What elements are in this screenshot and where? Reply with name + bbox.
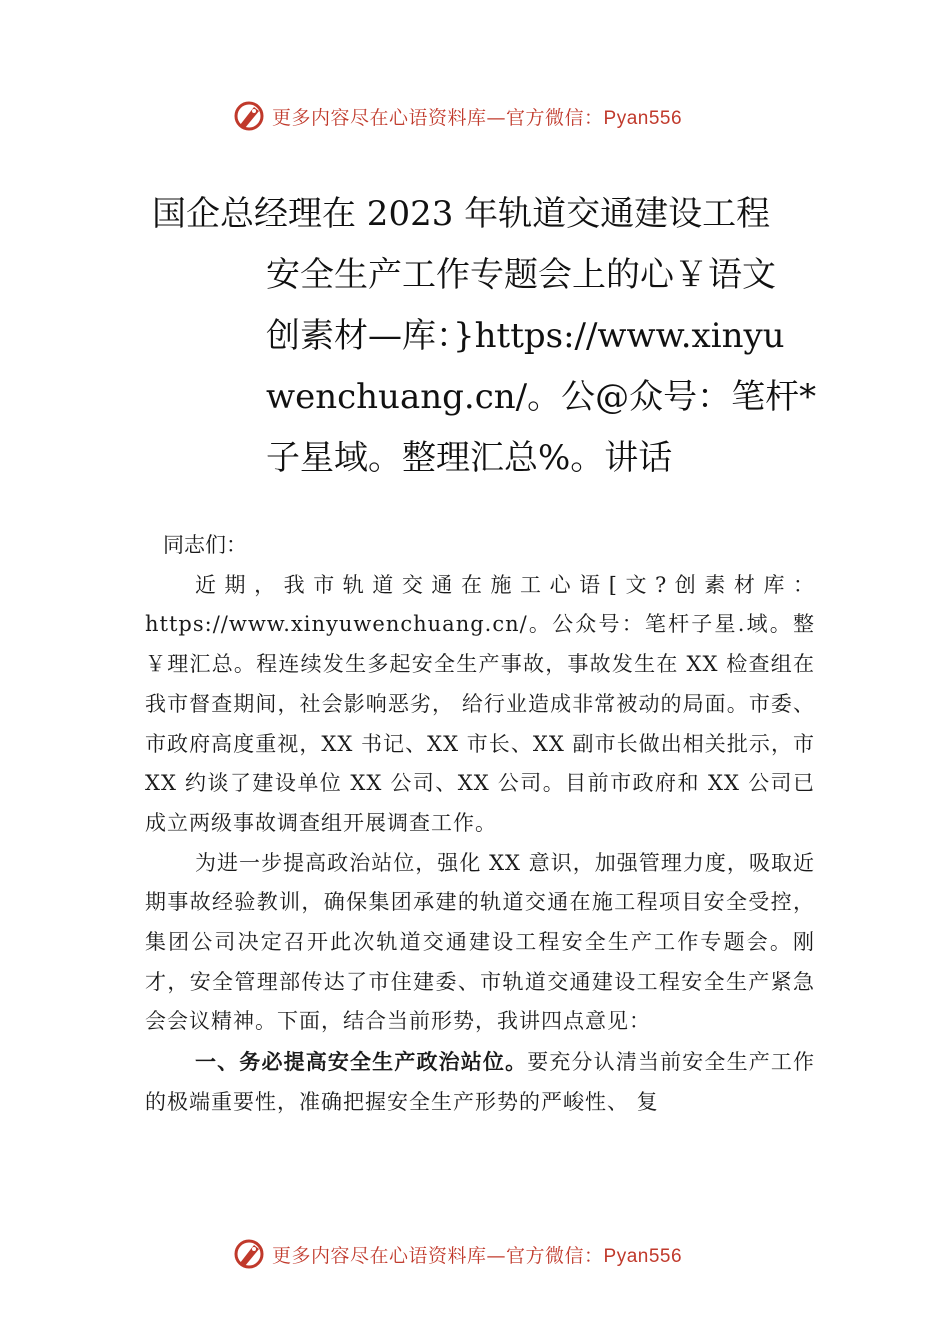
- paragraph-1: 近期，我市轨道交通在施工心语[文?创素材库：https://www.xinyuwenchuang.cn/。公众号：笔杆子星.域。整￥理汇总。程连续发生多起安全生产事故，事故发生在 XX 检查组在我市督查期间，社会影响恶劣， 给行业造成非常被动的局面。市委、市政府高度重视，XX 书记、XX 市长、XX 副市长做出相关批示，市 XX 约谈了建设单位 XX 公司、XX 公司。目前市政府和 XX 公司已成立两级事故调查组开展调查工作。: [145, 572, 815, 835]
- header-banner: [232, 96, 682, 136]
- document-title: [152, 184, 817, 489]
- banner-wechat-id: Pyan556: [603, 107, 683, 129]
- title-line-5: 子星域。整理汇总%。讲话: [266, 438, 673, 478]
- title-line-4: wenchuang.cn/。公@众号：笔杆*: [266, 377, 817, 417]
- banner-site-text: 更多内容尽在心语资料库: [272, 106, 487, 129]
- footer-wechat-id: Pyan556: [603, 1245, 683, 1267]
- paragraph-3-text: 要充分认清当前安全生产工作的极端重要性，准确把握安全生产形势的严峻性、 复: [145, 1050, 816, 1114]
- document-body: [145, 526, 815, 1123]
- footer-dash: —: [486, 1244, 507, 1267]
- pen-nib-circle-icon: [232, 99, 266, 133]
- footer-banner-text: [272, 1241, 682, 1268]
- footer-official-label: 官方微信：: [506, 1244, 604, 1267]
- title-line-1: 国企总经理在 2023 年轨道交通建设工程: [152, 194, 771, 234]
- footer-site-text: 更多内容尽在心语资料库: [272, 1244, 487, 1267]
- title-line-3: 创素材—库：}https://www.xinyu: [266, 316, 785, 356]
- banner-official-label: 官方微信：: [506, 106, 604, 129]
- banner-text: [272, 103, 682, 130]
- footer-banner: [232, 1234, 682, 1274]
- title-line-2: 安全生产工作专题会上的心￥语文: [266, 255, 776, 295]
- banner-dash: —: [486, 106, 507, 129]
- pen-nib-circle-icon: [232, 1237, 266, 1271]
- paragraph-2: 为进一步提高政治站位，强化 XX 意识，加强管理力度，吸取近期事故经验教训，确保集团承建的轨道交通在施工程项目安全受控，集团公司决定召开此次轨道交通建设工程安全生产工作专题会。刚才，安全管理部传达了市住建委、市轨道交通建设工程安全生产紧急会会议精神。下面，结合当前形势，我讲四点意见：: [145, 850, 815, 1034]
- section-heading-1: 一、务必提高安全生产政治站位。: [195, 1049, 528, 1075]
- paragraph-3: [145, 1042, 815, 1122]
- salutation: 同志们：: [163, 533, 247, 557]
